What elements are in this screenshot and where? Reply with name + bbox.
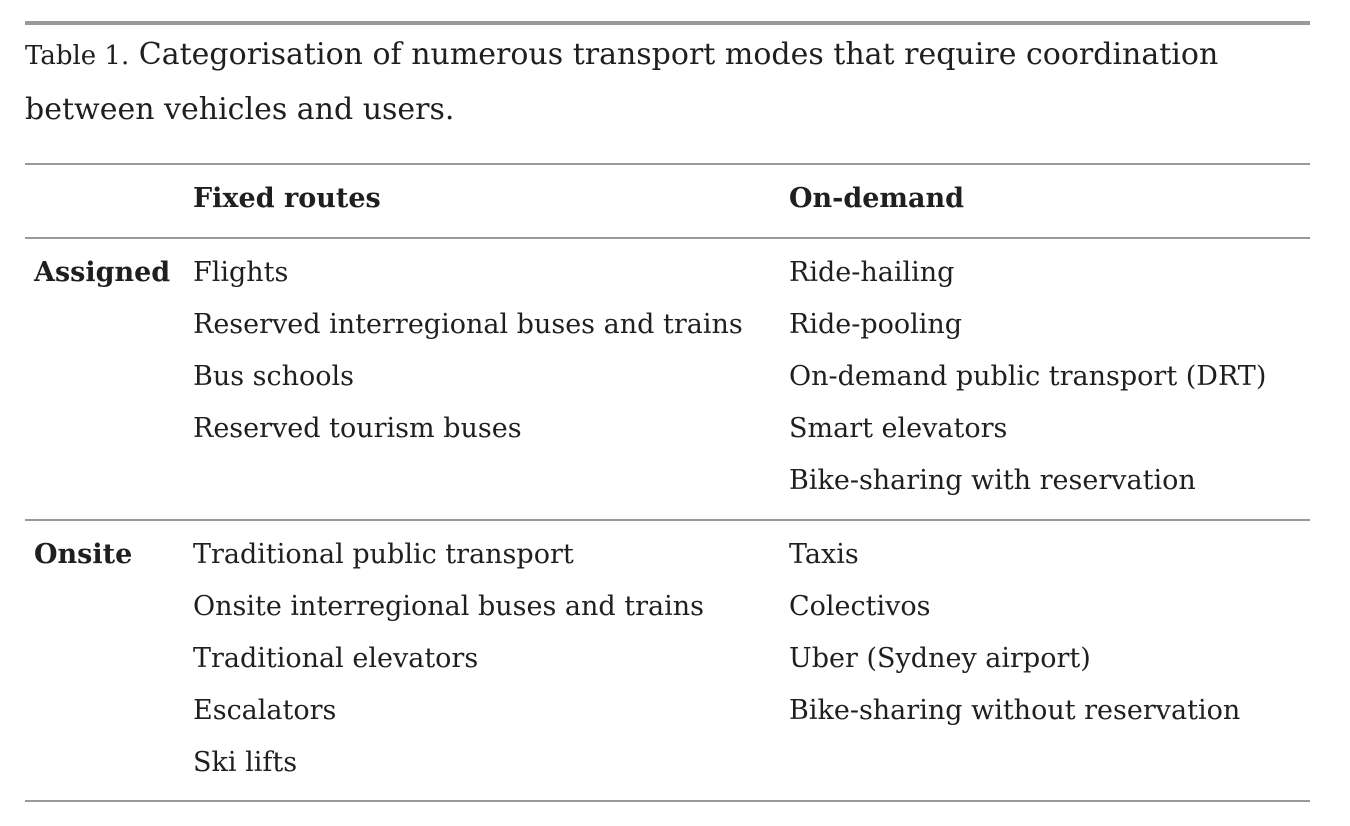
table-bottom-rule — [25, 800, 1310, 802]
caption-label: Table 1. — [25, 41, 130, 71]
header-on-demand: On-demand — [789, 183, 964, 214]
table-cell: Ride-hailing — [789, 257, 955, 288]
table-cell: Traditional elevators — [193, 643, 479, 674]
header-top-rule — [25, 163, 1310, 165]
table-cell: Colectivos — [789, 591, 931, 622]
table-cell: Smart elevators — [789, 413, 1008, 444]
table-cell: Bike-sharing without reservation — [789, 695, 1241, 726]
row-label-onsite: Onsite — [34, 539, 133, 570]
table-cell: On-demand public transport (DRT) — [789, 361, 1267, 392]
table-cell: Reserved tourism buses — [193, 413, 522, 444]
table-cell: Traditional public transport — [193, 539, 574, 570]
table-cell: Ski lifts — [193, 747, 298, 778]
table-cell: Bus schools — [193, 361, 355, 392]
header-bottom-rule — [25, 237, 1310, 239]
table-cell: Onsite interregional buses and trains — [193, 591, 704, 622]
table-cell: Taxis — [789, 539, 859, 570]
table-cell: Escalators — [193, 695, 337, 726]
table-cell: Reserved interregional buses and trains — [193, 309, 743, 340]
group-divider-rule — [25, 519, 1310, 521]
table-cell: Flights — [193, 257, 289, 288]
header-fixed-routes: Fixed routes — [193, 183, 381, 214]
row-label-assigned: Assigned — [34, 257, 171, 288]
table-top-rule — [25, 21, 1310, 25]
table-cell: Uber (Sydney airport) — [789, 643, 1091, 674]
table-cell: Bike-sharing with reservation — [789, 465, 1196, 496]
caption-text: Categorisation of numerous transport modes that require coordination between vehicles and users. — [25, 37, 1219, 127]
table-cell: Ride-pooling — [789, 309, 963, 340]
table-caption — [25, 28, 1315, 137]
